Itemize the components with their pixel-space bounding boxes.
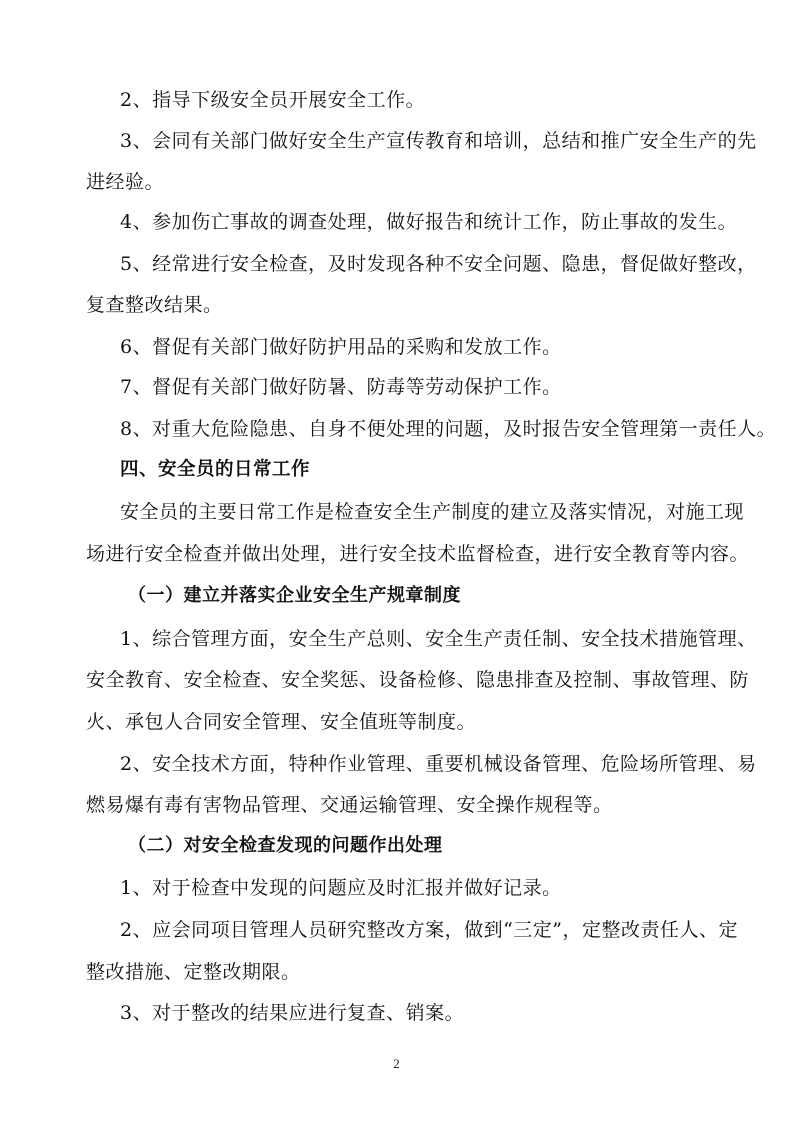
section-heading-4: 四、安全员的日常工作 (120, 459, 311, 480)
paragraph-item-3-line-1: 3、会同有关部门做好安全生产宣传教育和培训，总结和推广安全生产的先 (120, 130, 757, 152)
subsection-2-item-2-line-2: 整改措施、定整改期限。 (86, 961, 301, 983)
subsection-1-item-2-line-1: 2、安全技术方面，特种作业管理、重要机械设备管理、危险场所管理、易 (120, 753, 757, 775)
subsection-1-item-1-line-2: 安全教育、安全检查、安全奖惩、设备检修、隐患排查及控制、事故管理、防 (86, 669, 750, 691)
paragraph-item-8: 8、对重大危险隐患、自身不便处理的问题，及时报告安全管理第一责任人。 (120, 418, 777, 440)
paragraph-item-5-line-2: 复查整改结果。 (86, 294, 223, 316)
subsection-1-item-2-line-2: 燃易爆有毒有害物品管理、交通运输管理、安全操作规程等。 (86, 794, 613, 816)
subsection-1-item-1-line-3: 火、承包人合同安全管理、安全值班等制度。 (86, 711, 477, 733)
paragraph-item-6: 6、督促有关部门做好防护用品的采购和发放工作。 (120, 336, 562, 358)
subsection-1-item-1-line-1: 1、综合管理方面，安全生产总则、安全生产责任制、安全技术措施管理、 (120, 628, 757, 650)
subsection-2-item-3: 3、对于整改的结果应进行复查、销案。 (120, 1002, 465, 1024)
subsection-2-item-2-line-1: 2、应会同项目管理人员研究整改方案，做到“三定”，定整改责任人、定 (120, 919, 739, 941)
subsection-heading-1: （一）建立并落实企业安全生产规章制度 (128, 585, 461, 606)
section-intro-line-2: 场进行安全检查并做出处理，进行安全技术监督检查，进行安全教育等内容。 (86, 543, 750, 565)
paragraph-item-5-line-1: 5、经常进行安全检查，及时发现各种不安全问题、隐患，督促做好整改， (120, 253, 757, 275)
paragraph-item-3-line-2: 进经验。 (86, 171, 165, 193)
paragraph-item-4: 4、参加伤亡事故的调查处理，做好报告和统计工作，防止事故的发生。 (120, 211, 738, 233)
subsection-heading-2: （二）对安全检查发现的问题作出处理 (128, 835, 443, 856)
paragraph-item-7: 7、督促有关部门做好防暑、防毒等劳动保护工作。 (120, 376, 562, 398)
page-number: 2 (393, 1056, 400, 1071)
paragraph-item-2: 2、指导下级安全员开展安全工作。 (120, 89, 426, 111)
subsection-2-item-1: 1、对于检查中发现的问题应及时汇报并做好记录。 (120, 877, 562, 899)
section-intro-line-1: 安全员的主要日常工作是检查安全生产制度的建立及落实情况，对施工现 (120, 501, 745, 523)
